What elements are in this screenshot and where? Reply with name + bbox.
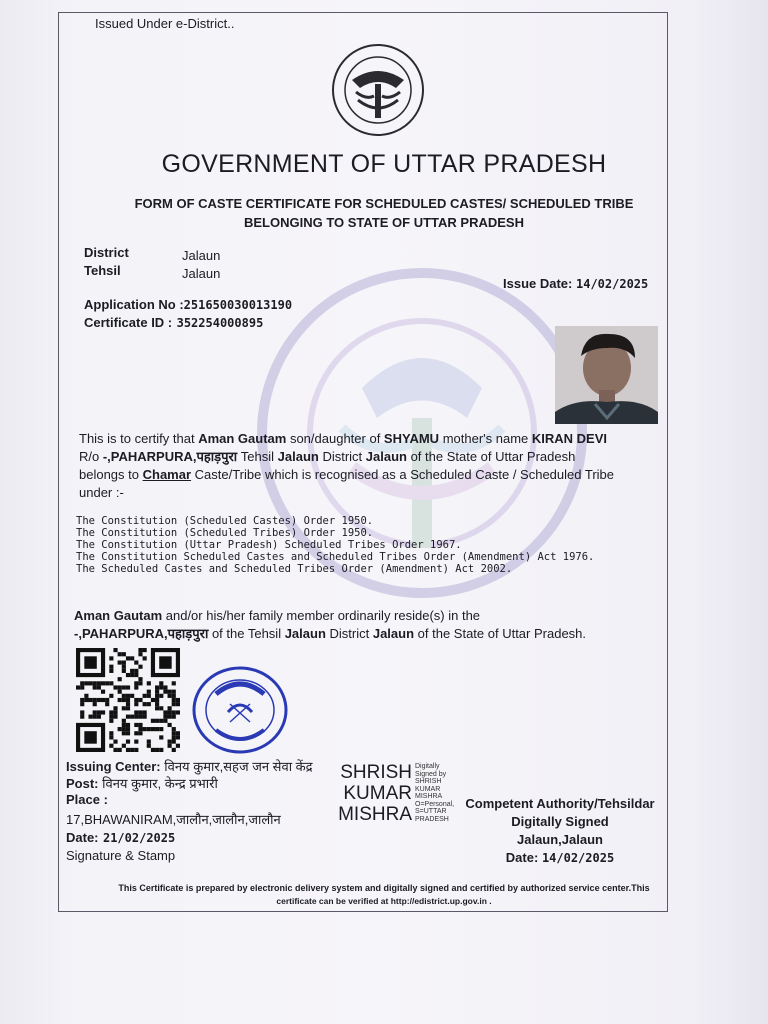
application-label: Application No : [84,297,184,312]
applicant-photo [555,326,658,424]
up-government-emblem-icon [330,40,426,140]
issue-date-value: 14/02/2025 [576,277,649,291]
order-item: The Scheduled Castes and Scheduled Tribes Order (Amendment) Act 2002. [76,563,513,575]
competent-authority [462,795,658,867]
certificate-label: Certificate ID : [84,315,173,330]
tehsil-value: Jalaun [182,266,221,281]
order-item: The Constitution Scheduled Castes and Scheduled Tribes Order (Amendment) Act 1976. [76,551,595,563]
issuing-center-value: विनय कुमार,सहज जन सेवा केंद्र [164,759,313,774]
signature-stamp-label: Signature & Stamp [66,848,176,863]
mother-name: KIRAN DEVI [531,431,607,446]
tehsil-label: Tehsil [84,263,121,278]
application-value: 251650030013190 [183,298,293,312]
authority-signed: Digitally Signed [511,814,609,829]
post: Post: विनय कुमार, केन्द्र प्रभारी [66,776,218,791]
order-item: The Constitution (Uttar Pradesh) Scheduled Tribes Order 1967. [76,539,462,551]
issuing-center: Issuing Center: विनय कुमार,सहज जन सेवा केंद्र [66,759,313,774]
district-value: Jalaun [182,248,221,263]
certify-paragraph [79,430,614,502]
certificate-id [84,314,263,332]
certify-line3: belongs to Chamar Caste/Tribe which is recognised as a Scheduled Caste / Scheduled Tribe [79,467,615,482]
qr-code[interactable] [76,648,180,752]
digital-signature-note: Digitally Signed by SHRISH KUMAR MISHRA O=Personal, S=UTTAR PRADESH [415,763,455,823]
applicant-name: Aman Gautam [198,431,287,446]
footer-line1: This Certificate is prepared by electronic delivery system and digitally signed and certified by authorized service center.This [118,883,650,893]
issue-date [503,276,648,291]
government-title: GOVERNMENT OF UTTAR PRADESH [161,150,607,178]
certify-line4: under :- [79,485,124,500]
certify-line1: This is to certify that Aman Gautam son/daughter of SHYAMU mother's name KIRAN DEVI [79,431,607,446]
place-label: Place : [66,792,108,807]
father-name: SHYAMU [383,431,440,446]
order-item: The Constitution (Scheduled Tribes) Order 1950. [76,527,374,539]
issued-under-label: Issued Under e-District.. [95,16,235,31]
caste-name: Chamar [142,467,192,482]
authority-place: Jalaun,Jalaun [517,832,603,847]
application-number [84,296,292,314]
form-title-line1: FORM OF CASTE CERTIFICATE FOR SCHEDULED CASTES/ SCHEDULED TRIBE [134,196,634,211]
order-item: The Constitution (Scheduled Castes) Order 1950. [76,515,374,527]
post-value: विनय कुमार, केन्द्र प्रभारी [102,776,218,791]
orders-list [76,515,594,575]
issuing-date: Date: 21/02/2025 [66,830,176,845]
certificate-value: 352254000895 [176,316,264,330]
service-center-seal-icon [190,664,290,756]
signer-name: SHRISH KUMAR MISHRA [338,762,412,825]
person-photo-icon [555,326,658,424]
form-title-line2: BELONGING TO STATE OF UTTAR PRADESH [244,215,524,230]
authority-title: Competent Authority/Tehsildar [465,796,655,811]
place-value: 17,BHAWANIRAM,जालौन,जालौन,जालौन [66,812,281,827]
residence-line2: -,PAHARPURA,पहाड़पुरा of the Tehsil Jalaun District Jalaun of the State of Uttar Pradesh. [74,626,587,641]
authority-date: Date: 14/02/2025 [505,850,615,865]
district-label: District [84,245,129,260]
issuing-date-value: 21/02/2025 [102,831,176,845]
footer-verify-link[interactable]: certificate can be verified at http://edistrict.up.gov.in . [276,896,492,906]
certify-line2: R/o -,PAHARPURA,पहाड़पुरा Tehsil Jalaun District Jalaun of the State of Uttar Pradesh [79,449,576,464]
residence-line1: Aman Gautam and/or his/her family member ordinarily reside(s) in the [74,608,481,623]
residence-paragraph [74,607,586,643]
issue-date-label: Issue Date: [503,276,573,291]
